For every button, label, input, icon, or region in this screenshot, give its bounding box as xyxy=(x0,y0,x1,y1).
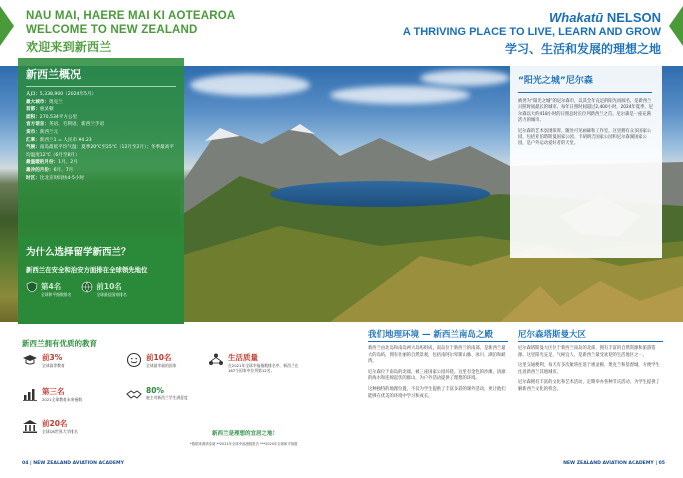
nelson-text: NELSON xyxy=(603,10,661,25)
fact-row: 最温暖的月份：1月、2月 xyxy=(26,160,78,166)
edu-stat: 前10名 全球最幸福的国家 xyxy=(126,352,190,368)
region-paragraph: 尼尔森塔斯曼大区位于新西兰南岛的北部，拥有丰富的自然资源和旅游资源。这里阳光充足，气候宜人，是新西兰最受欢迎的生活地区之一。 xyxy=(518,346,656,358)
footnotes: *数据来源请参阅 **2021年全球幸福指数报告 ***2024年全球和平指数 xyxy=(190,442,298,446)
education-title: 新西兰拥有优质的教育 xyxy=(22,339,97,348)
region-body xyxy=(518,346,663,398)
footer-right: NEW ZEALAND AVIATION ACADEMY | 05 xyxy=(563,461,665,466)
divider xyxy=(518,341,663,342)
region-paragraph: 尼尔森拥有丰富的文化和艺术活动，定期举办各种节庆活动，为学生提供了解新西兰文化的机会。 xyxy=(518,380,660,392)
header-right-line3: 学习、生活和发展的理想之地 xyxy=(504,42,661,56)
overview-facts xyxy=(26,91,176,182)
smile-icon xyxy=(126,352,142,368)
fact-row: 汇率：新西兰1 = 人民币 ¥4.23 xyxy=(26,137,92,143)
shield-icon xyxy=(26,281,38,293)
environment-paragraph: 新西兰由北岛和南岛两大岛屿组成，南岛位于新西兰的南部，是新西兰最大的岛屿，拥有壮丽的自然景观，包括南阿尔卑斯山脉、冰川、湖泊和峡湾。 xyxy=(368,346,506,365)
header-left-line2: WELCOME TO NEW ZEALAND xyxy=(26,24,198,36)
sunny-paragraph: 被誉为“阳光之城”的尼尔森市，以其全年充足的阳光而闻名，是新西兰日照时间最长的城市。每年日照时间超过2,400小时，2024年夏季，尼尔森以大约418小时的日照总时长位列新西兰之首。尼尔森是一座充满活力的城市。 xyxy=(518,99,653,124)
why-study-panel xyxy=(18,238,184,324)
footer-left: 04 | NEW ZEALAND AVIATION ACADEMY xyxy=(22,461,124,466)
environment-title: 我们地理环境 — 新西兰南岛之殿 xyxy=(368,330,493,340)
fact-row: 气候：南岛最低平均气温：夏季20℃至25℃（12月至2月）；冬季最高平均温度12℃（6月至8月） xyxy=(26,145,174,158)
fact-row: 时区：比北京时间快4-5小时 xyxy=(26,175,85,181)
environment-paragraph: 这种独特的地理位置，不仅为学生提供了丰富多彩的课外活动，更让他们能够在优美的环境中学习和成长。 xyxy=(368,386,506,399)
overview-title: 新西兰概况 xyxy=(26,68,81,81)
header-right xyxy=(342,0,683,66)
edu-stat: 前20名 全球QS世界大学排名 xyxy=(22,418,92,434)
header-left-line3: 欢迎来到新西兰 xyxy=(26,40,112,54)
bar-chart-icon xyxy=(22,386,38,402)
header-left-line1: NAU MAI, HAERE MAI KI AOTEAROA xyxy=(26,10,236,22)
chevron-left-icon xyxy=(0,6,14,46)
divider xyxy=(368,341,508,342)
university-icon xyxy=(22,418,38,434)
region-title: 尼尔森塔斯曼大区 xyxy=(518,330,587,340)
header-right-line2: A THRIVING PLACE TO LIVE, LEARN AND GROW xyxy=(402,26,661,38)
sunny-title: “阳光之城”尼尔森 xyxy=(518,76,593,86)
sunny-nelson-panel xyxy=(510,66,662,258)
graduation-cap-icon xyxy=(22,352,38,368)
fact-row: 货币：新西兰元 xyxy=(26,129,59,135)
fact-row: 最冷的月份：6月、7月 xyxy=(26,167,74,173)
environment-body xyxy=(368,346,508,404)
region-paragraph: 这里交通便利，每天有多次航班往返于惠灵顿、奥克兰和基督城，方便学生往返新西兰其他城市。 xyxy=(518,363,660,375)
why-subtitle: 新西兰在安全和治安方面排在全球领先地位 xyxy=(26,266,148,274)
lake xyxy=(270,181,490,207)
divider xyxy=(26,86,176,87)
fact-row: 人口：5,338,900（2024年5月） xyxy=(26,92,97,97)
header-right-line1 xyxy=(549,10,661,25)
why-stat: 前10名 全球最佳国家排名 xyxy=(81,281,126,297)
fact-row: 首都：惠灵顿 xyxy=(26,107,54,113)
edu-stat: 80% 雇主对新西兰学生满意度 xyxy=(126,386,196,402)
why-title: 为什么选择留学新西兰？ xyxy=(26,247,131,258)
header-left xyxy=(0,0,342,66)
sunny-paragraph: 尼尔森的艺术氛围浓厚，随处可见画廊和工作室。这里拥有众多国家公园，包括亚伯塔斯曼国家公园、卡胡朗吉国家公园和尼尔森湖国家公园，是户外运动爱好者的天堂。 xyxy=(518,128,652,147)
education-tagline: 新西兰是理想的宜居之地！ xyxy=(212,431,279,437)
edu-stat: 生活质量 在2021年全球幸福指数排名中，新西兰在167个国家中位列第12名。 xyxy=(208,352,300,373)
whakatu-text: Whakatū xyxy=(549,10,604,25)
fact-row: 面积：270,534平方公里 xyxy=(26,114,78,120)
environment-paragraph: 尼尔森位于南岛的北端，被三座国家公园环绕。这里有金色的沙滩、清澈的海水和连绵起伏的群山，为户外活动提供了理想的环境。 xyxy=(368,369,506,382)
why-stat: 第4名 全球和平指数排名 xyxy=(26,281,71,297)
globe-icon xyxy=(81,281,93,293)
chevron-right-icon xyxy=(669,6,683,46)
edu-stat: 第三名 2021全球教育未来指数 xyxy=(22,386,86,402)
why-stats xyxy=(26,281,176,297)
fact-row: 最大城市：奥克兰 xyxy=(26,99,63,105)
divider xyxy=(518,92,652,93)
fact-row: 官方语言：英语、毛利语、新西兰手语 xyxy=(26,122,105,128)
handshake-icon xyxy=(126,386,142,402)
edu-stat: 前3% 全球高等教育 xyxy=(22,352,82,368)
people-network-icon xyxy=(208,352,224,368)
